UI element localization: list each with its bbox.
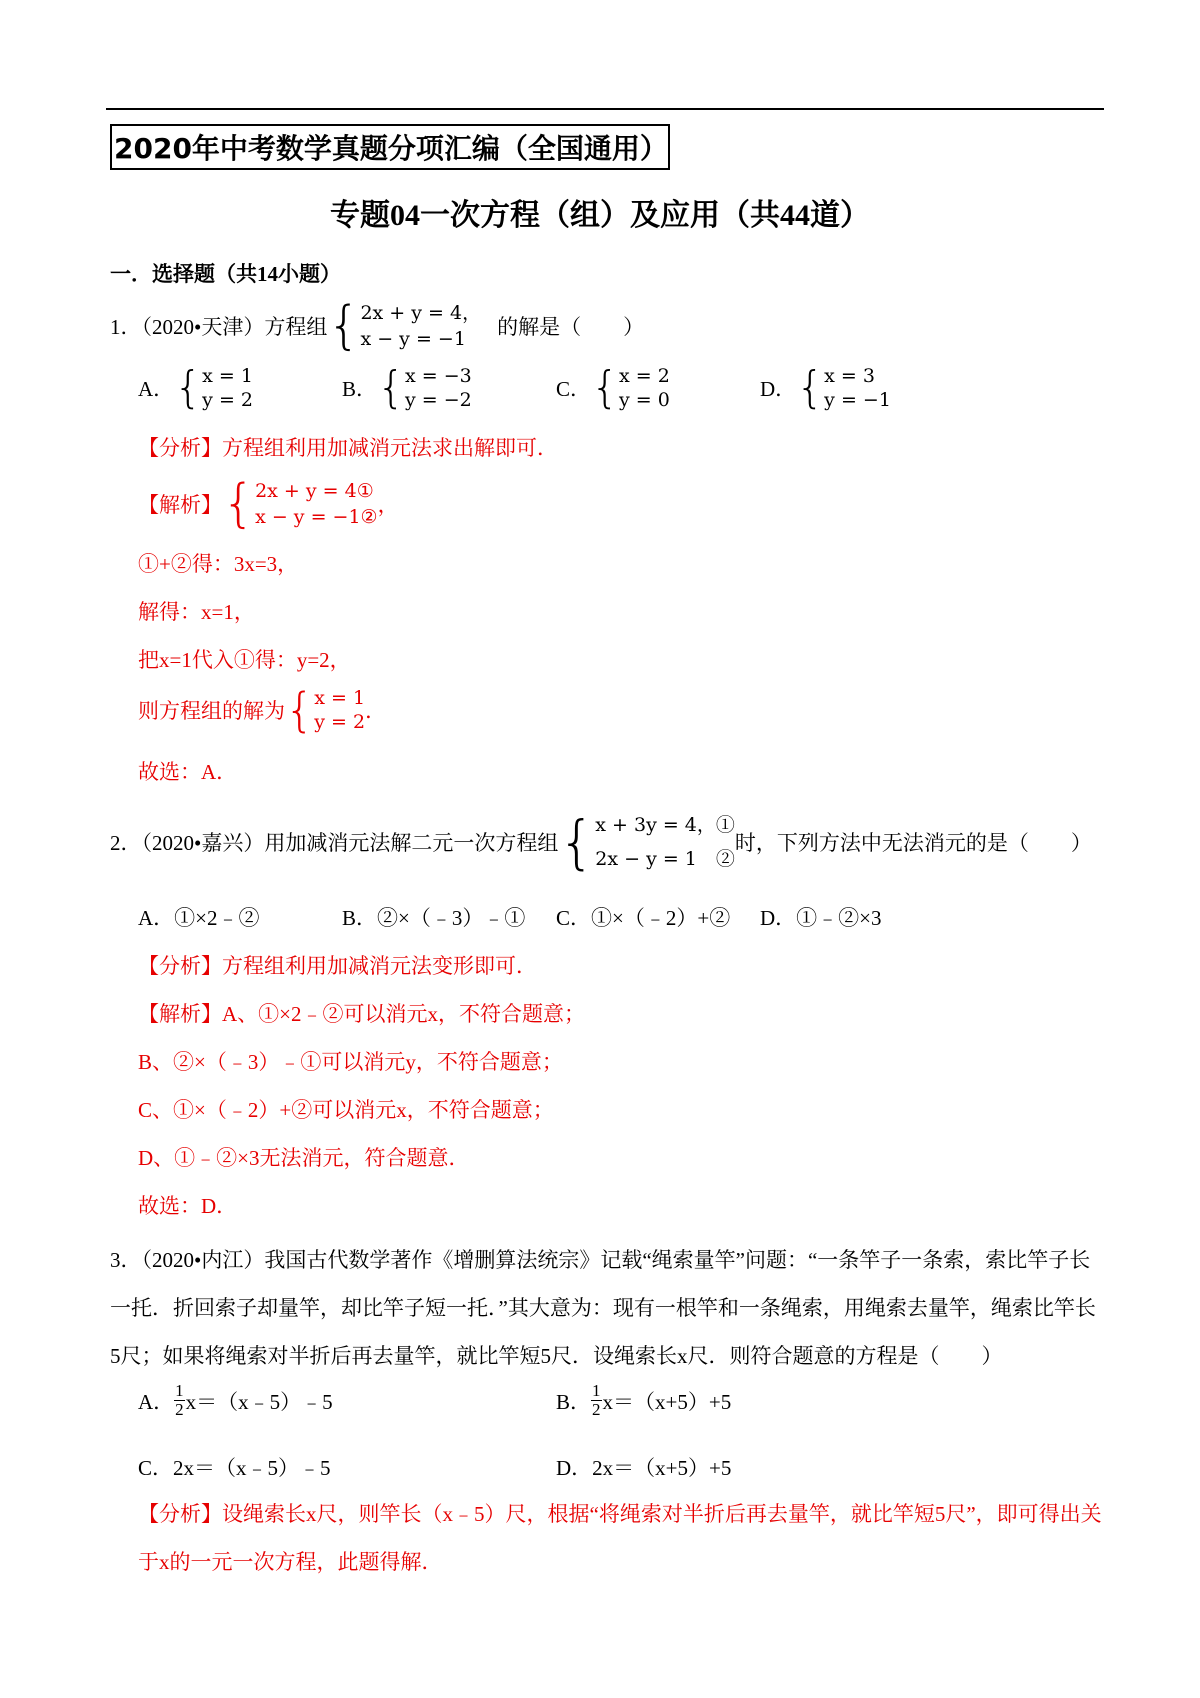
analysis-tag: 【分析】	[138, 1502, 222, 1526]
analysis-text: 方程组利用加减消元法变形即可．	[222, 954, 537, 978]
option-line: y = 0	[619, 389, 670, 411]
brace-icon: {	[285, 683, 315, 737]
q3-option-b	[556, 1382, 731, 1419]
q1-answer: 故选：A．	[138, 760, 238, 784]
q3-stem: 3．（2020•内江）我国古代数学著作《增删算法统宗》记载“绳索量竿”问题：“一条竿子一条索，索比竿子长一托．折回索子却量竿，却比竿子短一托．”其大意为：现有一根竿和一条绳索，用绳索去量竿，绳索比竿长5尺；如果将绳索对半折后再去量竿，就比竿短5尺．设绳索长x尺．则符合题意的方程是（ ）	[110, 1248, 1096, 1368]
topic-title: 专题04一次方程（组）及应用（共44道）	[330, 199, 870, 232]
fraction-denominator: 2	[592, 1400, 601, 1419]
option-label: C．	[556, 377, 592, 401]
fraction	[174, 1382, 185, 1419]
option-line: y = −1	[824, 389, 891, 411]
q3-option-d: D．2x＝（x+5）+5	[556, 1456, 732, 1480]
analysis-text: 设绳索长x尺，则竿长（x﹣5）尺，根据“将绳索对半折后再去量竿，就比竿短5尺”，即可得出关于x的一元一次方程，此题得解．	[138, 1502, 1102, 1574]
step4-line2: y = 2	[314, 711, 366, 733]
solution-tag: 【解析】	[138, 1002, 222, 1026]
option-line: y = −2	[405, 389, 472, 411]
option-line: x = 3	[824, 365, 875, 387]
q2-stem-suffix: 时，下列方法中无法消元的是（ ）	[734, 831, 1092, 855]
fraction	[591, 1382, 602, 1419]
q1-stem-prefix: 1．（2020•天津）方程组	[110, 315, 328, 339]
step4-line1: x = 1	[314, 687, 366, 709]
option-line: x = 1	[202, 365, 253, 387]
q2-option-a: A．①×2﹣②	[138, 906, 260, 930]
q1-option-b	[342, 364, 472, 412]
option-line: y = 2	[202, 389, 253, 411]
q1-eq1: 2x + y = 4，	[360, 302, 482, 324]
q2-option-d: D．①﹣②×3	[760, 906, 882, 930]
option-label: B．	[556, 1389, 592, 1414]
q1-step-1: ①+②得：3x=3，	[138, 552, 299, 576]
q1-analysis	[138, 432, 558, 462]
collection-title: 2020年中考数学真题分项汇编（全国通用）	[110, 124, 670, 170]
solution-eq2: x − y = −1②	[255, 506, 378, 528]
fraction-numerator: 1	[592, 1381, 601, 1400]
brace-icon: {	[327, 296, 361, 356]
q2-solution	[138, 998, 585, 1028]
q2-eq1: x + 3y = 4，①	[595, 814, 735, 836]
q2-answer: 故选：D．	[138, 1194, 238, 1218]
q1-option-d	[760, 364, 891, 412]
option-label: A．	[138, 377, 175, 401]
step4-prefix: 则方程组的解为	[138, 699, 285, 723]
q2-eq2: 2x − y = 1 ②	[595, 848, 735, 870]
q2-option-c: C．①×（﹣2）+②	[556, 906, 731, 930]
q1-eq2: x − y = −1	[360, 328, 466, 350]
fraction-numerator: 1	[175, 1381, 184, 1400]
option-rest: x＝（x+5）+5	[602, 1389, 732, 1414]
analysis-tag: 【分析】	[138, 436, 222, 460]
q2-solution-line-c: C、①×（﹣2）+②可以消元x，不符合题意；	[138, 1098, 554, 1122]
q1-step-2: 解得：x=1，	[138, 600, 255, 624]
option-line: x = −3	[405, 365, 472, 387]
q3-option-a	[138, 1382, 333, 1419]
solution-comma: ，	[377, 493, 399, 517]
q2-solution-line-b: B、②×（﹣3）﹣①可以消元y，不符合题意；	[138, 1050, 563, 1074]
q2-option-b: B．②×（﹣3）﹣①	[342, 906, 526, 930]
q1-step-4	[138, 683, 387, 737]
q1-option-c	[556, 364, 670, 412]
q1-stem-suffix: 的解是（ ）	[497, 315, 645, 339]
brace-icon: {	[222, 474, 256, 534]
option-label: D．	[760, 377, 797, 401]
brace-icon: {	[174, 362, 203, 413]
step4-suffix: ．	[365, 699, 387, 723]
analysis-text: 方程组利用加减消元法求出解即可．	[222, 436, 558, 460]
option-label: B．	[342, 377, 378, 401]
brace-icon: {	[558, 808, 596, 876]
q2-stem	[110, 808, 1092, 876]
solution-line-a: A、①×2﹣②可以消元x，不符合题意；	[222, 1002, 586, 1026]
q1-stem	[110, 296, 645, 356]
q3-option-c: C．2x＝（x﹣5）﹣5	[138, 1456, 331, 1480]
q1-system	[360, 300, 481, 352]
brace-icon: {	[377, 362, 406, 413]
q2-stem-prefix: 2．（2020•嘉兴）用加减消元法解二元一次方程组	[110, 831, 559, 855]
option-line: x = 2	[619, 365, 670, 387]
option-label: A．	[138, 1389, 175, 1414]
option-rest: x＝（x﹣5）﹣5	[185, 1389, 333, 1414]
fraction-denominator: 2	[175, 1400, 184, 1419]
section-heading: 一．选择题（共14小题）	[110, 262, 341, 286]
q2-solution-line-d: D、①﹣②×3无法消元，符合题意．	[138, 1146, 470, 1170]
q1-step-3: 把x=1代入①得：y=2，	[138, 648, 351, 672]
q3-analysis	[138, 1490, 1104, 1586]
brace-icon: {	[591, 362, 620, 413]
brace-icon: {	[796, 362, 825, 413]
solution-eq1: 2x + y = 4①	[255, 480, 374, 502]
top-rule	[106, 108, 1104, 110]
q1-option-a	[138, 364, 253, 412]
q1-solution-system	[138, 474, 399, 534]
analysis-tag: 【分析】	[138, 954, 222, 978]
solution-tag: 【解析】	[138, 493, 222, 517]
q2-analysis	[138, 950, 537, 980]
